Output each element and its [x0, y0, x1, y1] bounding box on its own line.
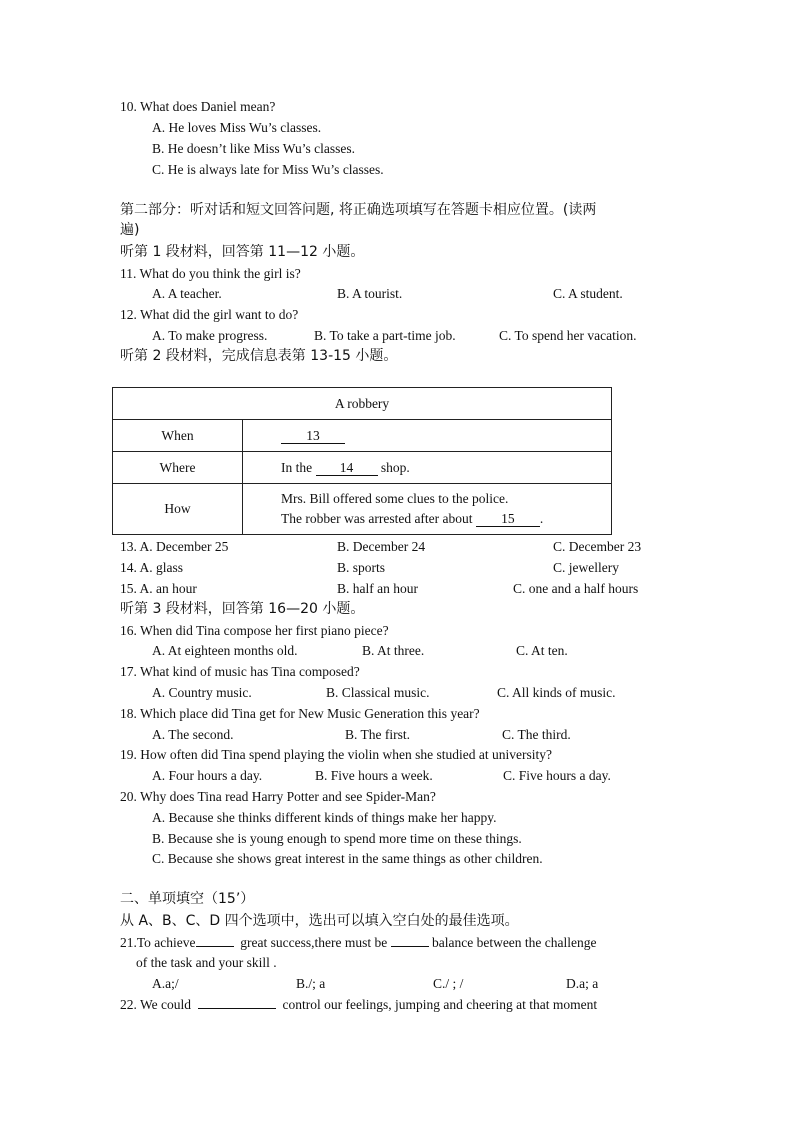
q11-option-a: A. A teacher.	[152, 286, 222, 301]
q10-option-b: B. He doesn’t like Miss Wu’s classes.	[152, 141, 355, 156]
q15-option-b: B. half an hour	[337, 581, 418, 596]
table-title: A robbery	[113, 388, 612, 420]
q21-option-d: D.a; a	[566, 976, 599, 991]
q13-option-c: C. December 23	[553, 539, 642, 554]
q21-blank-2[interactable]	[391, 946, 429, 947]
q10-option-a: A. He loves Miss Wu’s classes.	[152, 120, 322, 135]
question-12: 12. What did the girl want to do?	[120, 307, 299, 322]
q21-blank-1[interactable]	[196, 946, 234, 947]
q21-text-2: great success,there must be	[240, 935, 388, 950]
where-suffix: shop.	[380, 459, 410, 475]
q11-option-b: B. A tourist.	[337, 286, 403, 301]
q17-option-a: A. Country music.	[152, 685, 252, 700]
part2-heading-cont: 遍)	[120, 222, 140, 238]
q22-text-2: control our feelings, jumping and cheering at that moment	[282, 997, 598, 1012]
q12-option-b: B. To take a part-time job.	[314, 328, 456, 343]
q16-option-b: B. At three.	[362, 643, 425, 658]
section-2-heading: 听第 2 段材料，完成信息表第 13-15 小题。	[120, 348, 398, 364]
q21-option-b: B./; a	[296, 976, 326, 991]
q18-option-c: C. The third.	[502, 727, 571, 742]
robbery-info-table	[112, 387, 612, 535]
how-line-2-text: The robber was arrested after about	[281, 511, 473, 526]
q12-option-c: C. To spend her vacation.	[499, 328, 637, 343]
question-19: 19. How often did Tina spend playing the violin when she studied at university?	[120, 747, 552, 762]
q20-option-b: B. Because she is young enough to spend more time on these things.	[152, 831, 522, 846]
q18-option-b: B. The first.	[345, 727, 410, 742]
q21-option-a: A.a;/	[152, 976, 179, 991]
q14-option-c: C. jewellery	[553, 560, 619, 575]
where-prefix: In the	[281, 459, 313, 475]
how-cell	[243, 484, 612, 535]
how-line-2	[281, 509, 611, 529]
q14-option-a: 14. A. glass	[120, 560, 184, 575]
q13-option-a: 13. A. December 25	[120, 539, 229, 554]
q21-text-1: 21.To achieve	[120, 935, 196, 950]
question-17: 17. What kind of music has Tina composed?	[120, 664, 360, 679]
question-21	[120, 934, 597, 952]
when-label: When	[113, 420, 243, 452]
q17-option-b: B. Classical music.	[326, 685, 430, 700]
q19-option-a: A. Four hours a day.	[152, 768, 263, 783]
section-two-heading: 二、单项填空（15’）	[120, 891, 255, 907]
q12-option-a: A. To make progress.	[152, 328, 268, 343]
question-20: 20. Why does Tina read Harry Potter and see Spider-Man?	[120, 789, 436, 804]
q22-blank[interactable]	[198, 1008, 276, 1009]
q11-option-c: C. A student.	[553, 286, 623, 301]
q15-option-a: 15. A. an hour	[120, 581, 197, 596]
how-label: How	[113, 484, 243, 535]
question-18: 18. Which place did Tina get for New Music Generation this year?	[120, 706, 480, 721]
q10-option-c: C. He is always late for Miss Wu’s classes.	[152, 162, 384, 177]
q22-text-1: 22. We could	[120, 997, 192, 1012]
q19-option-b: B. Five hours a week.	[315, 768, 433, 783]
q16-option-c: C. At ten.	[516, 643, 568, 658]
q17-option-c: C. All kinds of music.	[497, 685, 616, 700]
q21-text-3: balance between the challenge	[431, 935, 597, 950]
q16-option-a: A. At eighteen months old.	[152, 643, 298, 658]
when-cell	[243, 420, 612, 452]
blank-15[interactable]: 15	[476, 511, 540, 527]
q13-option-b: B. December 24	[337, 539, 426, 554]
q21-option-c: C./ ; /	[433, 976, 464, 991]
q19-option-c: C. Five hours a day.	[503, 768, 611, 783]
how-line-1: Mrs. Bill offered some clues to the police.	[281, 491, 509, 506]
where-cell	[243, 452, 612, 484]
q18-option-a: A. The second.	[152, 727, 234, 742]
q20-option-c: C. Because she shows great interest in the same things as other children.	[152, 851, 543, 866]
section-3-heading: 听第 3 段材料，回答第 16—20 小题。	[120, 601, 365, 617]
section-1-heading: 听第 1 段材料，回答第 11—12 小题。	[120, 244, 365, 260]
question-22	[120, 996, 597, 1014]
question-11: 11. What do you think the girl is?	[120, 266, 301, 281]
q14-option-b: B. sports	[337, 560, 386, 575]
section-two-instruction: 从 A、B、C、D 四个选项中，选出可以填入空白处的最佳选项。	[120, 913, 519, 929]
question-21-line-2: of the task and your skill .	[136, 955, 277, 970]
q20-option-a: A. Because she thinks different kinds of things make her happy.	[152, 810, 497, 825]
part2-heading: 第二部分：听对话和短文回答问题, 将正确选项填写在答题卡相应位置。(读两	[120, 202, 597, 218]
q15-option-c: C. one and a half hours	[513, 581, 639, 596]
blank-14[interactable]: 14	[316, 460, 378, 476]
question-16: 16. When did Tina compose her first piano piece?	[120, 623, 389, 638]
blank-13[interactable]: 13	[281, 428, 345, 444]
question-10: 10. What does Daniel mean?	[120, 99, 276, 114]
how-line-2-period: .	[539, 511, 544, 526]
where-label: Where	[113, 452, 243, 484]
